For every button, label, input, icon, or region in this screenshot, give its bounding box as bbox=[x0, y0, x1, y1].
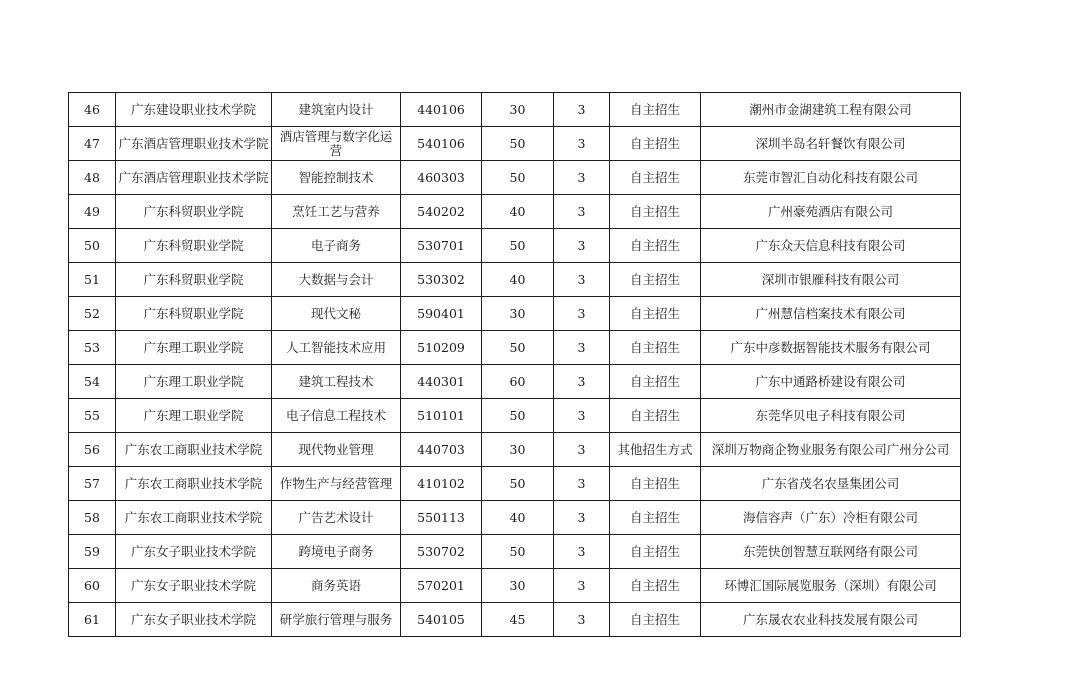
cell-major-name: 现代物业管理 bbox=[272, 433, 401, 467]
cell-enrollment-method: 自主招生 bbox=[610, 127, 701, 161]
cell-row-number: 61 bbox=[69, 603, 116, 637]
cell-major-code: 530702 bbox=[401, 535, 482, 569]
cell-enrollment-method: 自主招生 bbox=[610, 93, 701, 127]
cell-college-name: 广东建设职业技术学院 bbox=[116, 93, 272, 127]
cell-partner-company: 海信容声（广东）冷柜有限公司 bbox=[701, 501, 961, 535]
cell-college-name: 广东女子职业技术学院 bbox=[116, 569, 272, 603]
cell-major-name: 电子信息工程技术 bbox=[272, 399, 401, 433]
cell-partner-company: 潮州市金湖建筑工程有限公司 bbox=[701, 93, 961, 127]
cell-enrollment-quota: 30 bbox=[482, 433, 554, 467]
cell-enrollment-quota: 50 bbox=[482, 467, 554, 501]
cell-partner-company: 深圳市银雁科技有限公司 bbox=[701, 263, 961, 297]
cell-partner-company: 东莞快创智慧互联网络有限公司 bbox=[701, 535, 961, 569]
cell-major-name: 智能控制技术 bbox=[272, 161, 401, 195]
cell-college-name: 广东酒店管理职业技术学院 bbox=[116, 127, 272, 161]
table-row bbox=[69, 297, 961, 331]
cell-major-code: 590401 bbox=[401, 297, 482, 331]
cell-enrollment-method: 自主招生 bbox=[610, 467, 701, 501]
cell-major-code: 460303 bbox=[401, 161, 482, 195]
cell-study-years: 3 bbox=[554, 569, 610, 603]
cell-partner-company: 东莞华贝电子科技有限公司 bbox=[701, 399, 961, 433]
table-row bbox=[69, 161, 961, 195]
cell-college-name: 广东理工职业学院 bbox=[116, 365, 272, 399]
table-row bbox=[69, 263, 961, 297]
cell-major-code: 530701 bbox=[401, 229, 482, 263]
cell-study-years: 3 bbox=[554, 399, 610, 433]
table-row bbox=[69, 127, 961, 161]
cell-major-code: 440703 bbox=[401, 433, 482, 467]
cell-college-name: 广东农工商职业技术学院 bbox=[116, 433, 272, 467]
cell-partner-company: 广州慧信档案技术有限公司 bbox=[701, 297, 961, 331]
cell-college-name: 广东科贸职业学院 bbox=[116, 229, 272, 263]
cell-row-number: 59 bbox=[69, 535, 116, 569]
cell-enrollment-quota: 50 bbox=[482, 535, 554, 569]
cell-partner-company: 深圳万物商企物业服务有限公司广州分公司 bbox=[701, 433, 961, 467]
cell-enrollment-quota: 45 bbox=[482, 603, 554, 637]
cell-major-name: 作物生产与经营管理 bbox=[272, 467, 401, 501]
cell-partner-company: 广东中通路桥建设有限公司 bbox=[701, 365, 961, 399]
cell-study-years: 3 bbox=[554, 127, 610, 161]
table-row bbox=[69, 399, 961, 433]
cell-college-name: 广东酒店管理职业技术学院 bbox=[116, 161, 272, 195]
cell-row-number: 57 bbox=[69, 467, 116, 501]
cell-major-code: 550113 bbox=[401, 501, 482, 535]
cell-row-number: 60 bbox=[69, 569, 116, 603]
cell-college-name: 广东科贸职业学院 bbox=[116, 263, 272, 297]
cell-study-years: 3 bbox=[554, 365, 610, 399]
cell-enrollment-method: 自主招生 bbox=[610, 195, 701, 229]
table-row bbox=[69, 569, 961, 603]
cell-enrollment-quota: 50 bbox=[482, 161, 554, 195]
cell-major-code: 440106 bbox=[401, 93, 482, 127]
cell-major-name: 大数据与会计 bbox=[272, 263, 401, 297]
cell-row-number: 51 bbox=[69, 263, 116, 297]
cell-major-name: 建筑室内设计 bbox=[272, 93, 401, 127]
cell-row-number: 49 bbox=[69, 195, 116, 229]
table-row bbox=[69, 467, 961, 501]
cell-enrollment-quota: 30 bbox=[482, 93, 554, 127]
cell-enrollment-method: 自主招生 bbox=[610, 229, 701, 263]
cell-enrollment-method: 自主招生 bbox=[610, 331, 701, 365]
cell-study-years: 3 bbox=[554, 195, 610, 229]
cell-major-code: 510209 bbox=[401, 331, 482, 365]
cell-college-name: 广东科贸职业学院 bbox=[116, 195, 272, 229]
cell-partner-company: 广东中彦数据智能技术服务有限公司 bbox=[701, 331, 961, 365]
cell-enrollment-quota: 50 bbox=[482, 127, 554, 161]
table-body bbox=[69, 93, 961, 637]
cell-partner-company: 广东众天信息科技有限公司 bbox=[701, 229, 961, 263]
cell-major-name: 电子商务 bbox=[272, 229, 401, 263]
cell-row-number: 55 bbox=[69, 399, 116, 433]
table-row bbox=[69, 501, 961, 535]
cell-partner-company: 广州豪苑酒店有限公司 bbox=[701, 195, 961, 229]
cell-enrollment-quota: 30 bbox=[482, 569, 554, 603]
cell-college-name: 广东科贸职业学院 bbox=[116, 297, 272, 331]
cell-major-code: 530302 bbox=[401, 263, 482, 297]
cell-row-number: 56 bbox=[69, 433, 116, 467]
cell-row-number: 48 bbox=[69, 161, 116, 195]
cell-major-code: 410102 bbox=[401, 467, 482, 501]
cell-enrollment-quota: 30 bbox=[482, 297, 554, 331]
cell-row-number: 47 bbox=[69, 127, 116, 161]
cell-study-years: 3 bbox=[554, 297, 610, 331]
cell-row-number: 52 bbox=[69, 297, 116, 331]
cell-major-code: 540105 bbox=[401, 603, 482, 637]
cell-enrollment-quota: 40 bbox=[482, 501, 554, 535]
cell-college-name: 广东农工商职业技术学院 bbox=[116, 467, 272, 501]
cell-row-number: 46 bbox=[69, 93, 116, 127]
cell-major-name: 建筑工程技术 bbox=[272, 365, 401, 399]
cell-enrollment-method: 自主招生 bbox=[610, 535, 701, 569]
cell-partner-company: 东莞市智汇自动化科技有限公司 bbox=[701, 161, 961, 195]
cell-college-name: 广东女子职业技术学院 bbox=[116, 535, 272, 569]
table-row bbox=[69, 603, 961, 637]
cell-study-years: 3 bbox=[554, 467, 610, 501]
cell-partner-company: 深圳半岛名轩餐饮有限公司 bbox=[701, 127, 961, 161]
cell-major-code: 540202 bbox=[401, 195, 482, 229]
cell-partner-company: 广东晟农农业科技发展有限公司 bbox=[701, 603, 961, 637]
cell-major-code: 510101 bbox=[401, 399, 482, 433]
table-row bbox=[69, 365, 961, 399]
cell-college-name: 广东理工职业学院 bbox=[116, 331, 272, 365]
table-row bbox=[69, 93, 961, 127]
cell-enrollment-method: 自主招生 bbox=[610, 569, 701, 603]
table-row bbox=[69, 195, 961, 229]
cell-partner-company: 环博汇国际展览服务（深圳）有限公司 bbox=[701, 569, 961, 603]
table-row bbox=[69, 229, 961, 263]
cell-enrollment-method: 自主招生 bbox=[610, 365, 701, 399]
cell-study-years: 3 bbox=[554, 501, 610, 535]
cell-study-years: 3 bbox=[554, 93, 610, 127]
cell-study-years: 3 bbox=[554, 331, 610, 365]
cell-major-code: 440301 bbox=[401, 365, 482, 399]
cell-row-number: 54 bbox=[69, 365, 116, 399]
cell-enrollment-method: 自主招生 bbox=[610, 263, 701, 297]
cell-enrollment-method: 自主招生 bbox=[610, 297, 701, 331]
cell-study-years: 3 bbox=[554, 433, 610, 467]
table-row bbox=[69, 433, 961, 467]
cell-enrollment-method: 其他招生方式 bbox=[610, 433, 701, 467]
cell-enrollment-quota: 40 bbox=[482, 263, 554, 297]
cell-major-name: 研学旅行管理与服务 bbox=[272, 603, 401, 637]
cell-study-years: 3 bbox=[554, 161, 610, 195]
cell-college-name: 广东女子职业技术学院 bbox=[116, 603, 272, 637]
table-row bbox=[69, 331, 961, 365]
cell-major-code: 570201 bbox=[401, 569, 482, 603]
cell-study-years: 3 bbox=[554, 535, 610, 569]
cell-major-name: 广告艺术设计 bbox=[272, 501, 401, 535]
cell-enrollment-quota: 60 bbox=[482, 365, 554, 399]
cell-major-name: 人工智能技术应用 bbox=[272, 331, 401, 365]
cell-row-number: 58 bbox=[69, 501, 116, 535]
cell-row-number: 53 bbox=[69, 331, 116, 365]
cell-college-name: 广东农工商职业技术学院 bbox=[116, 501, 272, 535]
cell-major-name: 烹饪工艺与营养 bbox=[272, 195, 401, 229]
cell-partner-company: 广东省茂名农垦集团公司 bbox=[701, 467, 961, 501]
cell-study-years: 3 bbox=[554, 263, 610, 297]
cell-study-years: 3 bbox=[554, 603, 610, 637]
cell-row-number: 50 bbox=[69, 229, 116, 263]
cell-enrollment-method: 自主招生 bbox=[610, 399, 701, 433]
cell-college-name: 广东理工职业学院 bbox=[116, 399, 272, 433]
cell-major-name: 现代文秘 bbox=[272, 297, 401, 331]
cell-major-name: 酒店管理与数字化运营 bbox=[272, 127, 401, 161]
cell-enrollment-method: 自主招生 bbox=[610, 501, 701, 535]
cell-study-years: 3 bbox=[554, 229, 610, 263]
cell-enrollment-quota: 50 bbox=[482, 399, 554, 433]
cell-enrollment-quota: 40 bbox=[482, 195, 554, 229]
cell-enrollment-quota: 50 bbox=[482, 229, 554, 263]
cell-enrollment-quota: 50 bbox=[482, 331, 554, 365]
cell-major-name: 跨境电子商务 bbox=[272, 535, 401, 569]
cell-enrollment-method: 自主招生 bbox=[610, 603, 701, 637]
enrollment-table-sheet bbox=[68, 92, 960, 637]
cell-major-name: 商务英语 bbox=[272, 569, 401, 603]
cell-major-code: 540106 bbox=[401, 127, 482, 161]
cell-enrollment-method: 自主招生 bbox=[610, 161, 701, 195]
enrollment-table bbox=[68, 92, 961, 637]
table-row bbox=[69, 535, 961, 569]
